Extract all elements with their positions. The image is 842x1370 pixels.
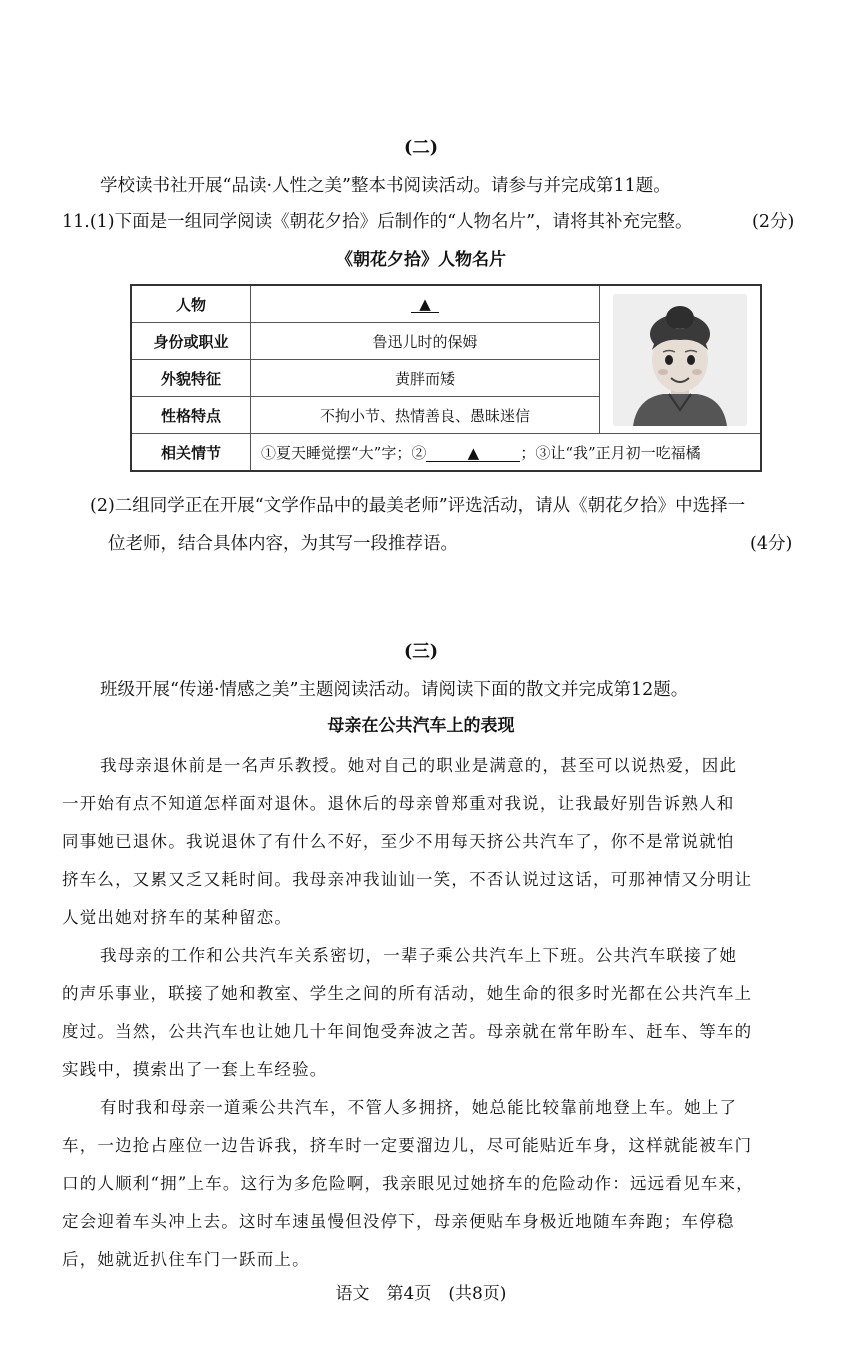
section2-heading: (二) bbox=[403, 138, 439, 158]
essay-line: 同事她已退休。我说退休了有什么不好，至少不用每天挤公共汽车了，你不是常说就怕 bbox=[62, 832, 735, 851]
row-label: 性格特点 bbox=[131, 397, 251, 434]
q11-part2-line2: 位老师，结合具体内容，为其写一段推荐语。 bbox=[108, 534, 458, 554]
q11-part2-line1: (2)二组同学正在开展“文学作品中的最美老师”评选活动，请从《朝花夕拾》中选择一 bbox=[90, 496, 746, 516]
row-value: 黄胖而矮 bbox=[251, 360, 600, 397]
essay-line: 人觉出她对挤车的某种留恋。 bbox=[62, 908, 293, 927]
row-label: 相关情节 bbox=[131, 434, 251, 472]
plot-answer-blank[interactable]: ▲ bbox=[426, 445, 520, 462]
q11-part1-points: (2分) bbox=[752, 212, 795, 232]
card-title: 《朝花夕拾》人物名片 bbox=[336, 250, 506, 270]
essay-title: 母亲在公共汽车上的表现 bbox=[327, 716, 515, 736]
essay-line: 后，她就近扒住车门一跃而上。 bbox=[62, 1250, 310, 1269]
essay-line: 挤车么，又累又乏又耗时间。我母亲冲我讪讪一笑，不否认说过这话，可那神情又分明让 bbox=[62, 870, 753, 889]
essay-line: 口的人顺利“拥”上车。这行为多危险啊，我亲眼见过她挤车的危险动作：远远看见车来， bbox=[62, 1174, 754, 1193]
person-card-table bbox=[130, 284, 762, 472]
plot-part-a: ①夏天睡觉摆“大”字；② bbox=[261, 443, 427, 462]
section2-intro: 学校读书社开展“品读·人性之美”整本书阅读活动。请参与并完成第11题。 bbox=[100, 176, 671, 196]
row-label: 外貌特征 bbox=[131, 360, 251, 397]
portrait-cell bbox=[600, 285, 762, 434]
essay-line: 实践中，摸索出了一套上车经验。 bbox=[62, 1060, 328, 1079]
row-label: 身份或职业 bbox=[131, 323, 251, 360]
table-row bbox=[131, 285, 761, 323]
essay-line: 车，一边抢占座位一边告诉我，挤车时一定要溜边儿，尽可能贴近车身，这样就能被车门 bbox=[62, 1136, 753, 1155]
plot-cell bbox=[251, 434, 762, 472]
row-value: 不拘小节、热情善良、愚昧迷信 bbox=[251, 397, 600, 434]
essay-line: 有时我和母亲一道乘公共汽车，不管人多拥挤，她总能比较靠前地登上车。她上了 bbox=[100, 1098, 738, 1117]
essay-line: 定会迎着车头冲上去。这时车速虽慢但没停下，母亲便贴车身极近地随车奔跑；车停稳 bbox=[62, 1212, 735, 1231]
essay-line: 我母亲的工作和公共汽车关系密切，一辈子乘公共汽车上下班。公共汽车联接了她 bbox=[100, 946, 738, 965]
essay-line: 我母亲退休前是一名声乐教授。她对自己的职业是满意的，甚至可以说热爱，因此 bbox=[100, 756, 738, 775]
name-blank-cell bbox=[251, 285, 600, 323]
essay-line: 的声乐事业，联接了她和教室、学生之间的所有活动，她生命的很多时光都在公共汽车上 bbox=[62, 984, 753, 1003]
plot-part-b: ；③让“我”正月初一吃福橘 bbox=[520, 443, 701, 462]
essay-line: 一开始有点不知道怎样面对退休。退休后的母亲曾郑重对我说，让我最好别告诉熟人和 bbox=[62, 794, 735, 813]
answer-blank[interactable]: ▲ bbox=[411, 296, 439, 313]
q11-part2-points: (4分) bbox=[750, 534, 793, 554]
essay-line: 度过。当然，公共汽车也让她几十年间饱受奔波之苦。母亲就在常年盼车、赶车、等车的 bbox=[62, 1022, 753, 1041]
row-value: 鲁迅儿时的保姆 bbox=[251, 323, 600, 360]
grandmother-portrait-image bbox=[613, 294, 747, 426]
section3-heading: (三) bbox=[403, 642, 439, 662]
page-footer: 语文 第4页 (共8页) bbox=[335, 1284, 507, 1304]
section3-intro: 班级开展“传递·情感之美”主题阅读活动。请阅读下面的散文并完成第12题。 bbox=[100, 680, 689, 700]
row-label: 人物 bbox=[131, 285, 251, 323]
q11-part1: 11.(1)下面是一组同学阅读《朝花夕拾》后制作的“人物名片”，请将其补充完整。 bbox=[62, 212, 693, 232]
table-row bbox=[131, 434, 761, 472]
